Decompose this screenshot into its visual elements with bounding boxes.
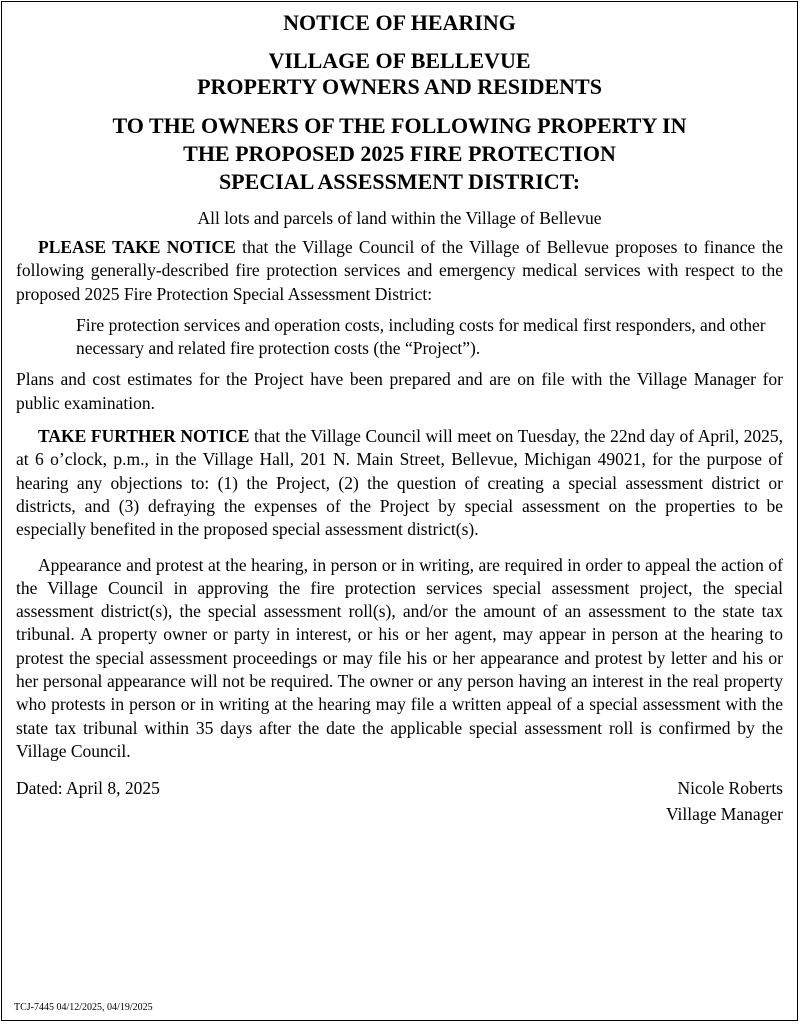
- notice-paragraph-2: Plans and cost estimates for the Project have been prepared and are on file with the Village Manager for public examination.: [16, 369, 783, 413]
- project-description: Fire protection services and operation costs, including costs for medical first responders, and other necessary and related fire protection costs (the “Project”).: [76, 314, 766, 359]
- notice-paragraph-3: [16, 425, 783, 541]
- district-heading-line3: SPECIAL ASSESSMENT DISTRICT:: [218, 169, 581, 194]
- dated-line: Dated: April 8, 2025: [16, 778, 160, 799]
- please-take-notice-lead: PLEASE TAKE NOTICE: [38, 237, 236, 257]
- notice-title: NOTICE OF HEARING: [283, 10, 516, 35]
- notice-paragraph-4: Appearance and protest at the hearing, in person or in writing, are required in order to appeal the action of the Village Council in approving the fire protection services special assessment project, the special assessment district(s), the special assessment roll(s), and/or the amount of an assessment to the state tax tribunal. A property owner or party in interest, or his or her agent, may appear in person at the hearing to protest the special assessment proceedings or may file his or her appearance and protest by letter and his or her personal appearance will not be required. The owner or any person having an interest in the real property who protests in person or in writing at the hearing may file a written appeal of a special assessment with the state tax tribunal within 35 days after the date the applicable special assessment roll is confirmed by the Village Council.: [16, 554, 783, 761]
- notice-frame: [1, 1, 798, 1021]
- notice-paragraph-1: [16, 236, 783, 306]
- publication-footer: TCJ-7445 04/12/2025, 04/19/2025: [14, 1002, 153, 1013]
- signatory: [666, 775, 783, 827]
- notice-body: [2, 2, 797, 827]
- signature-block: [16, 775, 783, 827]
- audience-heading: PROPERTY OWNERS AND RESIDENTS: [197, 74, 602, 99]
- district-heading-line1: TO THE OWNERS OF THE FOLLOWING PROPERTY IN: [112, 113, 687, 138]
- take-further-notice-lead: TAKE FURTHER NOTICE: [38, 426, 250, 447]
- paragraph-1-text: that the Village Council of the Village of Bellevue proposes to finance the following generally-described fire protection services and emergency medical services with respect to the proposed 2025 Fire Protection Special Assessment District:: [16, 237, 784, 304]
- property-scope: All lots and parcels of land within the Village of Bellevue: [197, 208, 602, 228]
- signatory-name: Nicole Roberts: [677, 778, 783, 799]
- signatory-title: Village Manager: [665, 804, 783, 825]
- paragraph-3-text: that the Village Council will meet on Tuesday, the 22nd day of April, 2025, at 6 o’clock, p.m., in the Village Hall, 201 N. Main Street, Bellevue, Michigan 49021, for the purpose of hearing any objections to: (1) the Project, (2) the question of creating a special assessment district or districts, and (3) defraying the expenses of the Project by special assessment on the properties to be especially benefited in the proposed special assessment district(s).: [16, 426, 783, 540]
- district-heading-line2: THE PROPOSED 2025 FIRE PROTECTION: [183, 141, 616, 166]
- village-heading: VILLAGE OF BELLEVUE: [268, 48, 531, 73]
